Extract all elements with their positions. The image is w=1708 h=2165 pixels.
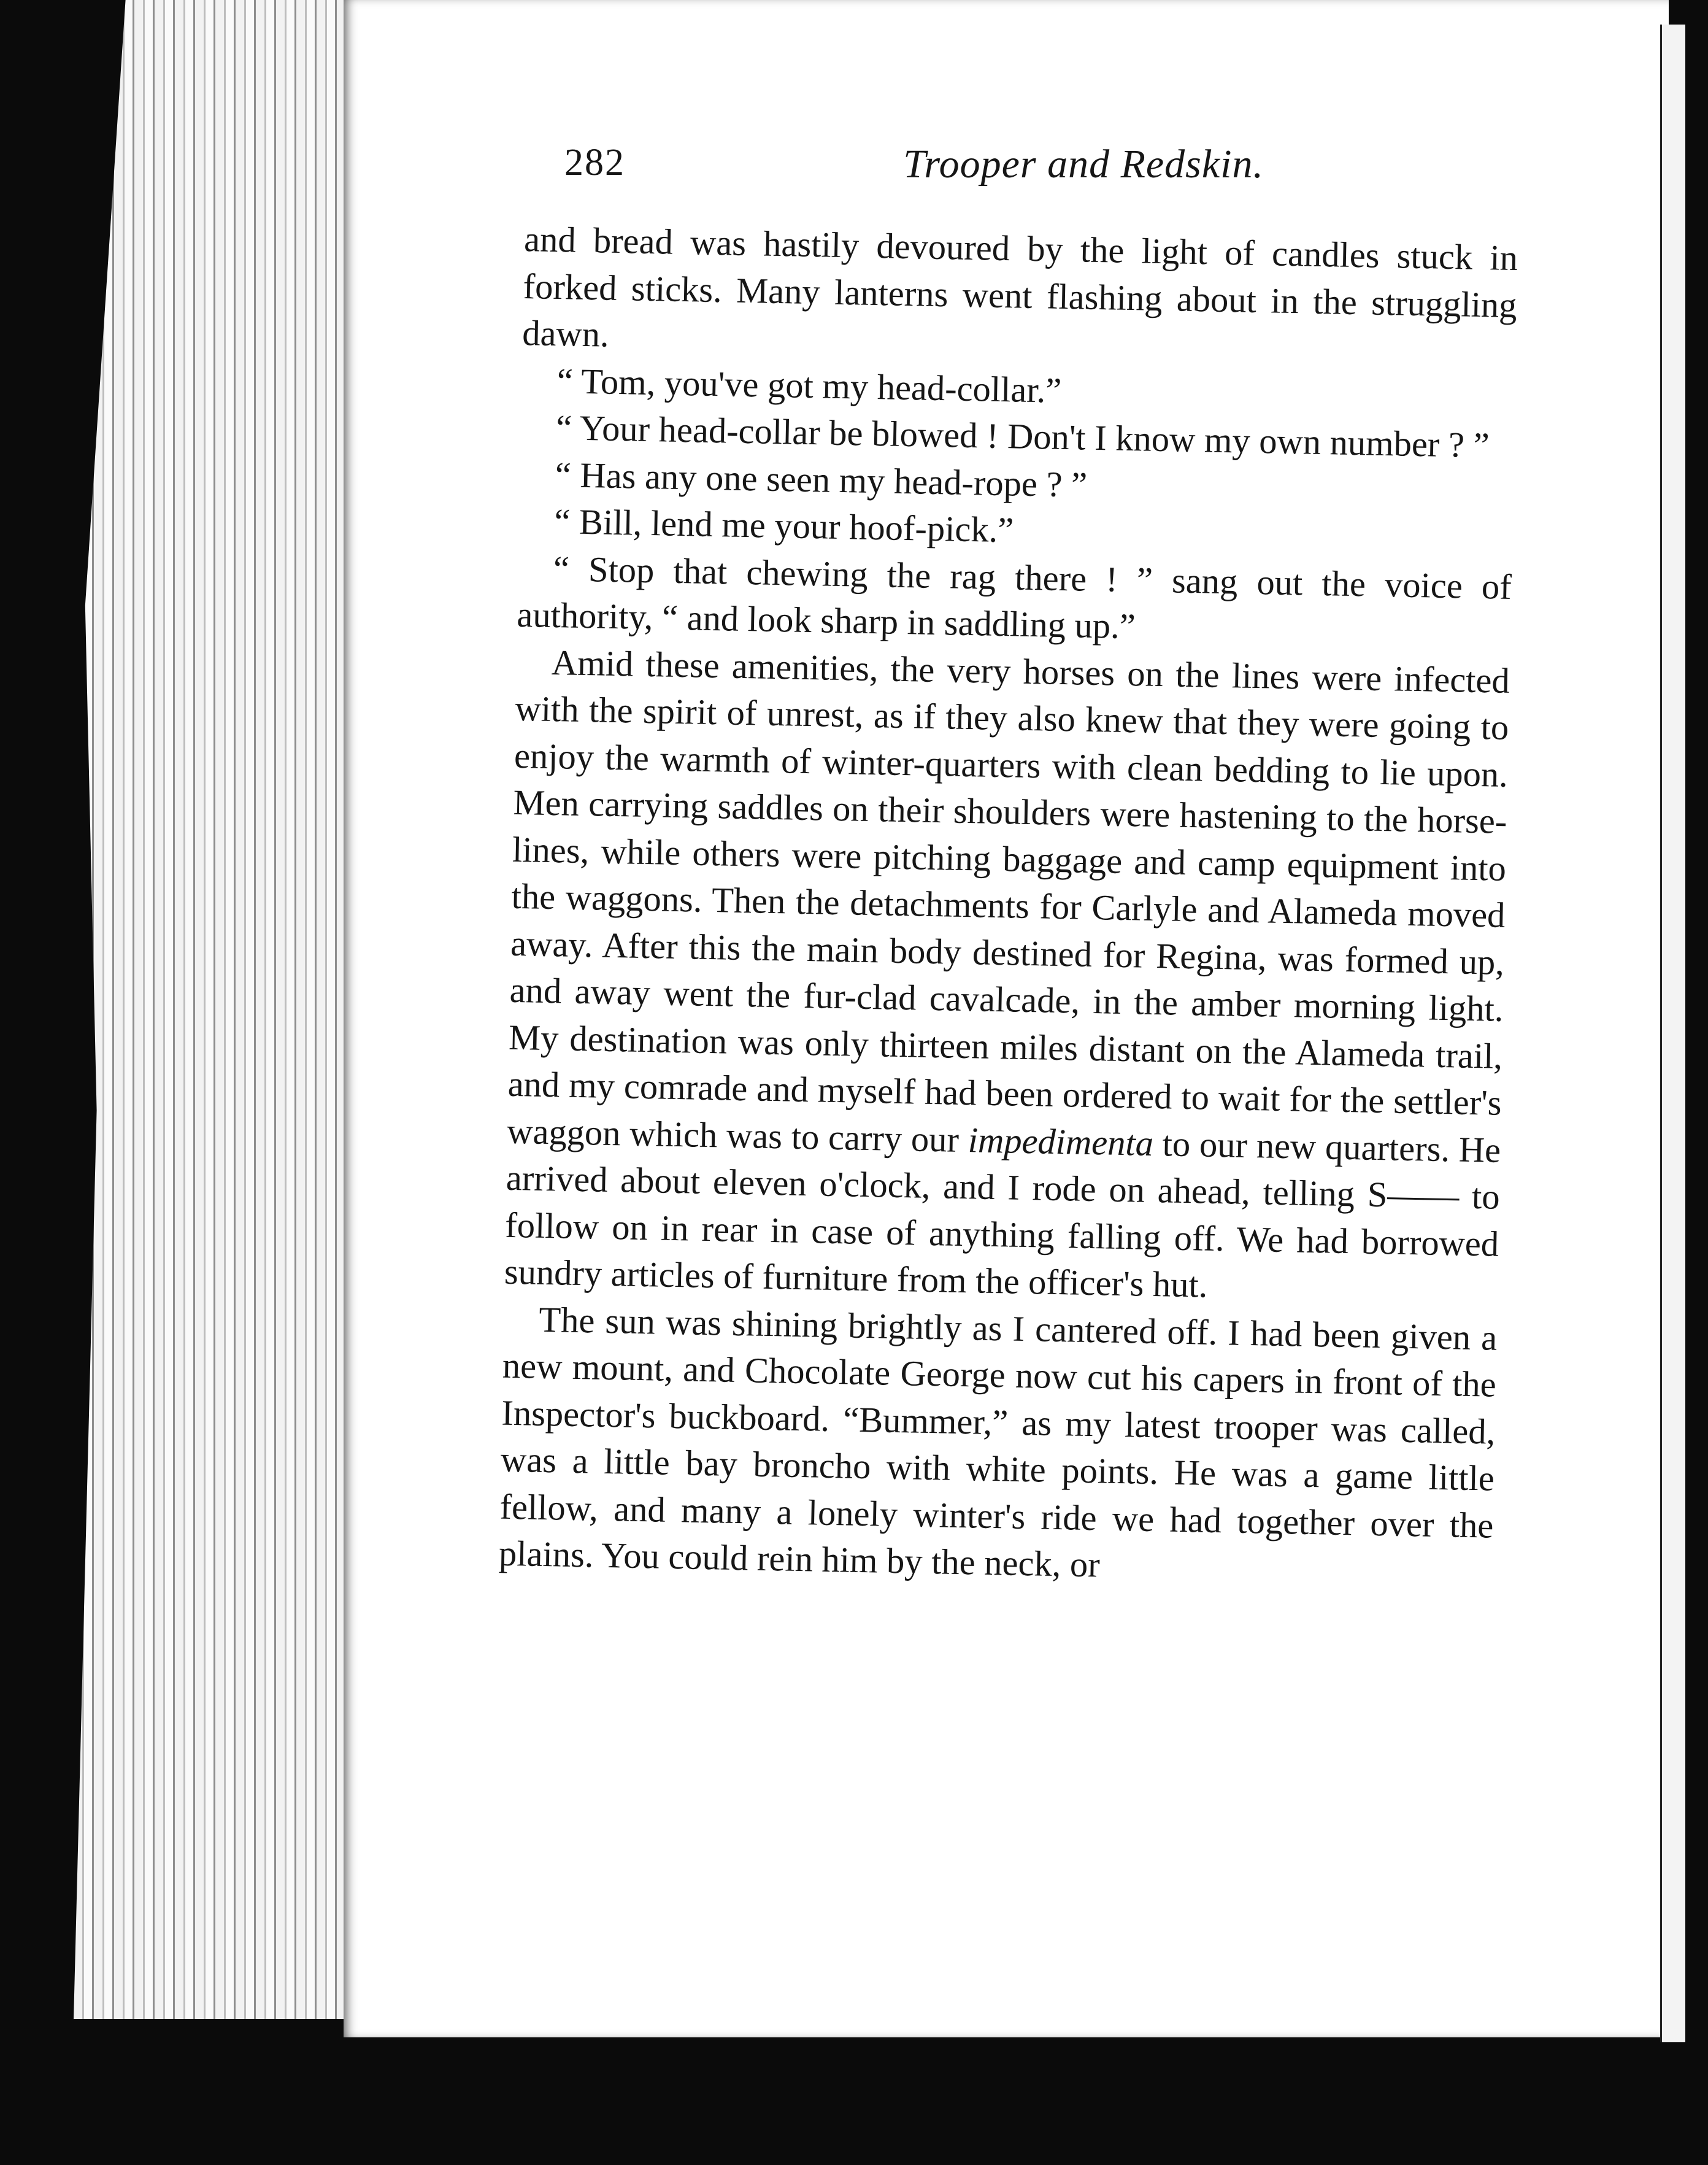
book-page-edges [74, 0, 362, 2019]
paragraph-5: “ Bill, lend me your hoof-pick.” [553, 501, 1014, 550]
paragraph-2: “ Tom, you've got my head-collar.” [556, 360, 1062, 411]
paragraph-3: “ Your head-collar be blowed ! Don't I know my own number ? ” [555, 407, 1490, 466]
paragraph-6: “ Stop that chewing the rag there ! ” sang out the voice of authority, “ and look sharp in saddling up.” [516, 548, 1512, 647]
running-head: Trooper and Redskin. [903, 142, 1264, 187]
paragraph-7 [504, 638, 1510, 1314]
paragraph-8: The sun was shining brightly as I cantered off. I had been given a new mount, and Chocolate George now cut his capers in front of the Inspector's buckboard. “Bummer,” as my latest trooper was called, was a little bay broncho with white points. He was a game little fellow, and many a lonely winter's ride we had together over the plains. You could rein him by the neck, or [498, 1299, 1498, 1585]
page-number: 282 [564, 142, 625, 183]
paragraph-1: and bread was hastily devoured by the light of candles stuck in forked sticks. Many lanterns went flashing about in the struggling dawn. [521, 218, 1518, 355]
page-header [564, 141, 1264, 196]
paragraph-4: “ Has any one seen my head-rope ? ” [555, 454, 1088, 505]
paragraph-7-text: Amid these amenities, the very horses on the lines were infected with the spirit of unrest, as if they also knew that they were going to enjoy the warmth of winter-quarters with clean bedding to lie upon. Men carrying saddles on their shoulders were hastening to the horse-lines, while others were pitching baggage and camp equipment into the waggons. Then the detachments for Carlyle and Alameda moved away. After this the main body destined for Regina, was formed up, and away went the fur-clad cavalcade, in the amber morning light. My destination was only thirteen miles distant on the Alameda trail, and my comrade and myself had been ordered to wait for the settler's waggon which was to carry our [506, 642, 1510, 1160]
body-text [498, 216, 1518, 1596]
paragraph-7-italic: impedimenta [967, 1119, 1154, 1164]
binding-strip [1660, 25, 1685, 2042]
paragraph-7-end: to our new quarters. He arrived about eleven o'clock, and I rode on ahead, telling S—— to follow on in rear in case of anything falling off. We had borrowed sundry articles of furniture from the officer's hut. [504, 1123, 1501, 1305]
